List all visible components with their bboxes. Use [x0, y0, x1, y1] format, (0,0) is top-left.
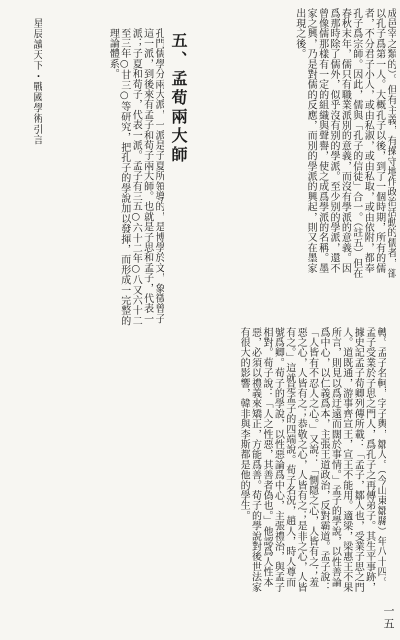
chapter-opening-text — [58, 8, 164, 326]
chapter-heading: 五、孟荀兩大師 — [169, 32, 188, 165]
paragraph: 轉。孟子名軻，字子輿，鄒人。（今山東鄒縣）年八十四。孟子受業於子思之門人，爲孔子之再傳弟子。其生平事跡，據史記孟子荀卿列傳所載：「孟子，鄒人也，受業子思之門人。道既通，游事齊宣王，宣王不能用。適梁，梁惠王不果所言，則見以爲迂遠而闊於事情。」孟子的學說，以性善論爲中心，以仁義爲本，主張王道政治，反對霸道。孟子說：「人皆有不忍人之心。」又說：「惻隱之心，人皆有之；羞惡之心，人皆有之；恭敬之心，人皆有之；是非之心，人皆有之。」這就是孟子的四端說。荀子名況，趙人，時人尊而號爲卿。荀子的學說，以性惡論爲中心，主張禮治，與孟子相對。荀子說：「人之性惡，其善者偽也。」他認爲人性本惡，必須以禮義來矯正，方能爲善。荀子的學說對後世法家有很大的影響，韓非與李斯都是他的學生。 — [238, 327, 386, 593]
top-right-text-block — [201, 8, 396, 282]
paragraph: 孔門儒學分兩大派，一派是子夏所領導的，是博學於文，象徵曾子這一派，到後來有孟子和荀子兩大師。也就是子思和孟子，代表一派；子夏和荀子，代表一派。孟子有三五○六十二年○八又六十二至三年○甘三○等研究，把孔子的學說加以發揮，而形成一完整的理論體系。 — [107, 28, 164, 326]
section-divider — [0, 302, 400, 303]
running-head: 星辰讀天下・戰國學術引言 — [31, 18, 42, 146]
page-number: 一五 — [382, 605, 395, 631]
lower-text-block — [4, 327, 386, 597]
paragraph: 成邑宰之類的）。但有主義，有操守地作政治活動的儒者，卻以孔子爲第一人。大概孔子以後，到了一個時期，所有的儒者，不分君子小人，或由私淑，或由私取，或由依附，都奉孔子爲宗師。因此，儒與「孔子的信徒」合一。（註五）但在春秋末年，儒只有職業派別的意義，而沒有學派的意義。因爲那時除了儒外，似乎沒有别的學派。至少别的學派，還不曾像儒那樣有一定的組織與聲譽，使之成爲學派的名稱。墨家之興，乃是對儒的反應，而別的學派的興起，則又在墨家出現之後。 — [293, 8, 396, 279]
